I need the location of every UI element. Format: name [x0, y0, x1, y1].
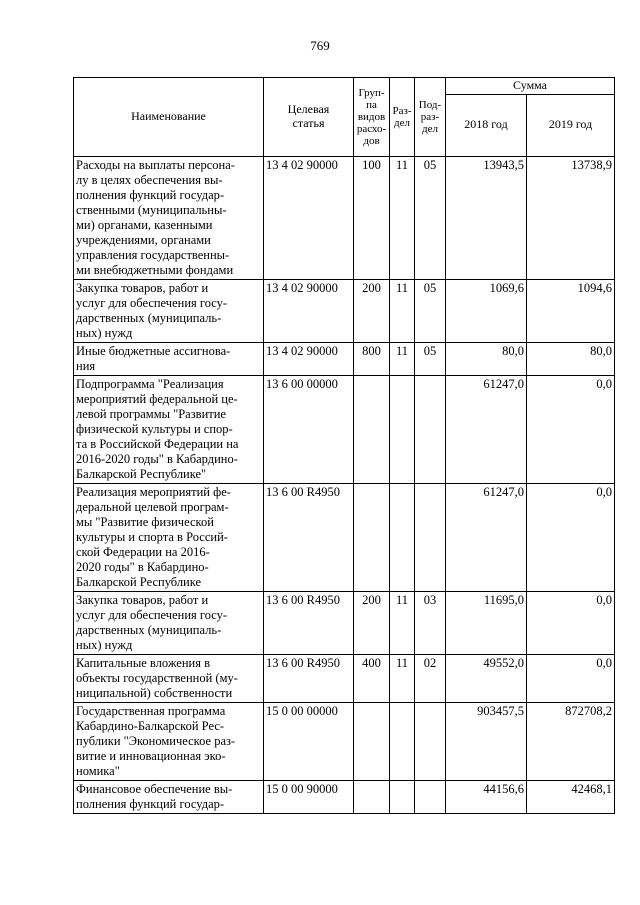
- row-sum-2018: 44156,6: [446, 780, 527, 813]
- row-sum-2019: 0,0: [527, 591, 615, 654]
- row-name-line: полнения функций государ-: [76, 187, 225, 202]
- table-body: [74, 156, 615, 813]
- row-section: 11: [390, 279, 415, 342]
- header-subsection-line: раз-: [420, 110, 440, 123]
- header-section: [390, 78, 415, 157]
- row-section: 11: [390, 654, 415, 702]
- row-sum-2019: 42468,1: [527, 780, 615, 813]
- table-row: [74, 780, 615, 813]
- row-name: [74, 780, 264, 813]
- row-name-line: Подпрограмма "Реализация: [76, 376, 224, 391]
- row-section: 11: [390, 591, 415, 654]
- row-subsection: 02: [415, 654, 446, 702]
- budget-table: [73, 77, 615, 814]
- row-target-article: 15 0 00 90000: [264, 780, 354, 813]
- row-sum-2018: 61247,0: [446, 483, 527, 591]
- row-subsection: 05: [415, 279, 446, 342]
- row-name-line: 2016-2020 годы" в Кабардино-: [76, 451, 238, 466]
- row-name-line: лу в целях обеспечения вы-: [76, 172, 223, 187]
- row-sum-2018: 11695,0: [446, 591, 527, 654]
- row-target-article: 13 4 02 90000: [264, 279, 354, 342]
- row-name-line: услуг для обеспечения госу-: [76, 607, 228, 622]
- header-subsection-line: Под-: [418, 98, 442, 111]
- row-name: [74, 279, 264, 342]
- header-name: Наименование: [74, 78, 264, 157]
- row-name-line: ской Федерации на 2016-: [76, 544, 210, 559]
- row-name-line: ниципальной) собственности: [76, 685, 233, 700]
- header-sum: Сумма: [446, 78, 615, 95]
- row-name-line: мы "Развитие физической: [76, 514, 214, 529]
- header-section-line: Раз-: [392, 104, 412, 117]
- row-name: [74, 591, 264, 654]
- row-name-line: деральной целевой програм-: [76, 499, 229, 514]
- row-name-line: культуры и спорта в Россий-: [76, 529, 228, 544]
- header-year-2019: 2019 год: [527, 94, 615, 156]
- row-sum-2018: 49552,0: [446, 654, 527, 702]
- row-expense-group: [354, 780, 390, 813]
- row-name-line: Закупка товаров, работ и: [76, 592, 209, 607]
- row-name-line: Капитальные вложения в: [76, 655, 210, 670]
- row-name-line: Закупка товаров, работ и: [76, 280, 209, 295]
- row-name-line: ственными (муниципальны-: [76, 202, 227, 217]
- header-group-line: расхо-: [356, 122, 387, 135]
- row-target-article: 13 6 00 00000: [264, 375, 354, 483]
- row-name-line: ми) органами, казенными: [76, 217, 213, 232]
- row-name: [74, 375, 264, 483]
- row-sum-2019: 80,0: [527, 342, 615, 375]
- header-target-article-line1: Целевая: [287, 102, 330, 117]
- row-name-line: Финансовое обеспечение вы-: [76, 781, 233, 796]
- page-number: 769: [310, 38, 330, 53]
- row-sum-2018: 61247,0: [446, 375, 527, 483]
- header-year-2018: 2018 год: [446, 94, 527, 156]
- header-group-line: видов: [357, 110, 386, 123]
- row-section: [390, 483, 415, 591]
- row-expense-group: [354, 375, 390, 483]
- table-header: [74, 78, 615, 157]
- row-name-line: витие и инновационная эко-: [76, 748, 226, 763]
- row-name-line: управления государственны-: [76, 247, 230, 262]
- row-expense-group: 100: [354, 156, 390, 279]
- row-name-line: номика": [76, 763, 120, 778]
- row-name-line: та в Российской Федерации на: [76, 436, 239, 451]
- row-name-line: Балкарской Республике: [76, 574, 202, 589]
- header-group-line: дов: [363, 134, 380, 147]
- row-expense-group: 200: [354, 279, 390, 342]
- row-sum-2018: 903457,5: [446, 702, 527, 780]
- row-sum-2018: 1069,6: [446, 279, 527, 342]
- row-name-line: Кабардино-Балкарской Рес-: [76, 718, 225, 733]
- row-name: [74, 483, 264, 591]
- row-subsection: [415, 702, 446, 780]
- table-row: [74, 654, 615, 702]
- row-target-article: 13 4 02 90000: [264, 342, 354, 375]
- row-name-line: левой программы "Развитие: [76, 406, 226, 421]
- row-subsection: 05: [415, 156, 446, 279]
- row-section: [390, 780, 415, 813]
- row-name: [74, 654, 264, 702]
- row-name-line: физической культуры и спор-: [76, 421, 233, 436]
- row-name-line: 2020 годы" в Кабардино-: [76, 559, 209, 574]
- row-name-line: мероприятий федеральной це-: [76, 391, 238, 406]
- row-sum-2019: 0,0: [527, 654, 615, 702]
- row-name-line: ных) нужд: [76, 637, 133, 652]
- row-expense-group: [354, 702, 390, 780]
- row-name-line: Балкарской Республике": [76, 466, 207, 481]
- row-name-line: Государственная программа: [76, 703, 226, 718]
- row-name-line: ных) нужд: [76, 325, 133, 340]
- row-target-article: 13 6 00 R4950: [264, 654, 354, 702]
- row-name-line: дарственных (муниципаль-: [76, 310, 222, 325]
- row-subsection: 03: [415, 591, 446, 654]
- row-target-article: 15 0 00 00000: [264, 702, 354, 780]
- row-subsection: 05: [415, 342, 446, 375]
- row-expense-group: 200: [354, 591, 390, 654]
- row-sum-2019: 0,0: [527, 483, 615, 591]
- row-name: [74, 342, 264, 375]
- row-name-line: ния: [76, 358, 96, 373]
- table-row: [74, 483, 615, 591]
- row-subsection: [415, 780, 446, 813]
- row-name: [74, 156, 264, 279]
- row-name-line: объекты государственной (му-: [76, 670, 238, 685]
- row-name-line: публики "Экономическое раз-: [76, 733, 236, 748]
- header-target-article-line2: статья: [292, 115, 325, 130]
- header-group-line: па: [366, 98, 377, 111]
- row-target-article: 13 6 00 R4950: [264, 591, 354, 654]
- row-sum-2018: 13943,5: [446, 156, 527, 279]
- row-name-line: Расходы на выплаты персона-: [76, 157, 235, 172]
- row-name-line: учреждениями, органами: [76, 232, 211, 247]
- table-row: [74, 156, 615, 279]
- row-section: [390, 702, 415, 780]
- row-section: 11: [390, 156, 415, 279]
- header-subsection: [415, 78, 446, 157]
- row-sum-2019: 872708,2: [527, 702, 615, 780]
- row-sum-2019: 13738,9: [527, 156, 615, 279]
- row-name-line: ми внебюджетными фондами: [76, 262, 234, 277]
- row-name-line: полнения функций государ-: [76, 796, 225, 811]
- header-subsection-line: дел: [422, 122, 438, 135]
- row-sum-2019: 1094,6: [527, 279, 615, 342]
- row-expense-group: 800: [354, 342, 390, 375]
- row-section: 11: [390, 342, 415, 375]
- row-expense-group: [354, 483, 390, 591]
- table-row: [74, 591, 615, 654]
- header-group-line: Груп-: [358, 86, 385, 99]
- table-row: [74, 342, 615, 375]
- row-section: [390, 375, 415, 483]
- header-section-line: дел: [394, 116, 410, 129]
- row-expense-group: 400: [354, 654, 390, 702]
- row-name: [74, 702, 264, 780]
- row-subsection: [415, 375, 446, 483]
- row-sum-2019: 0,0: [527, 375, 615, 483]
- row-name-line: дарственных (муниципаль-: [76, 622, 222, 637]
- row-target-article: 13 4 02 90000: [264, 156, 354, 279]
- row-sum-2018: 80,0: [446, 342, 527, 375]
- header-target-article: [264, 78, 354, 157]
- table-row: [74, 375, 615, 483]
- header-expense-group: [354, 78, 390, 157]
- table-row: [74, 279, 615, 342]
- table-row: [74, 702, 615, 780]
- row-subsection: [415, 483, 446, 591]
- row-name-line: Иные бюджетные ассигнова-: [76, 343, 231, 358]
- row-name-line: Реализация мероприятий фе-: [76, 484, 231, 499]
- row-target-article: 13 6 00 R4950: [264, 483, 354, 591]
- row-name-line: услуг для обеспечения госу-: [76, 295, 228, 310]
